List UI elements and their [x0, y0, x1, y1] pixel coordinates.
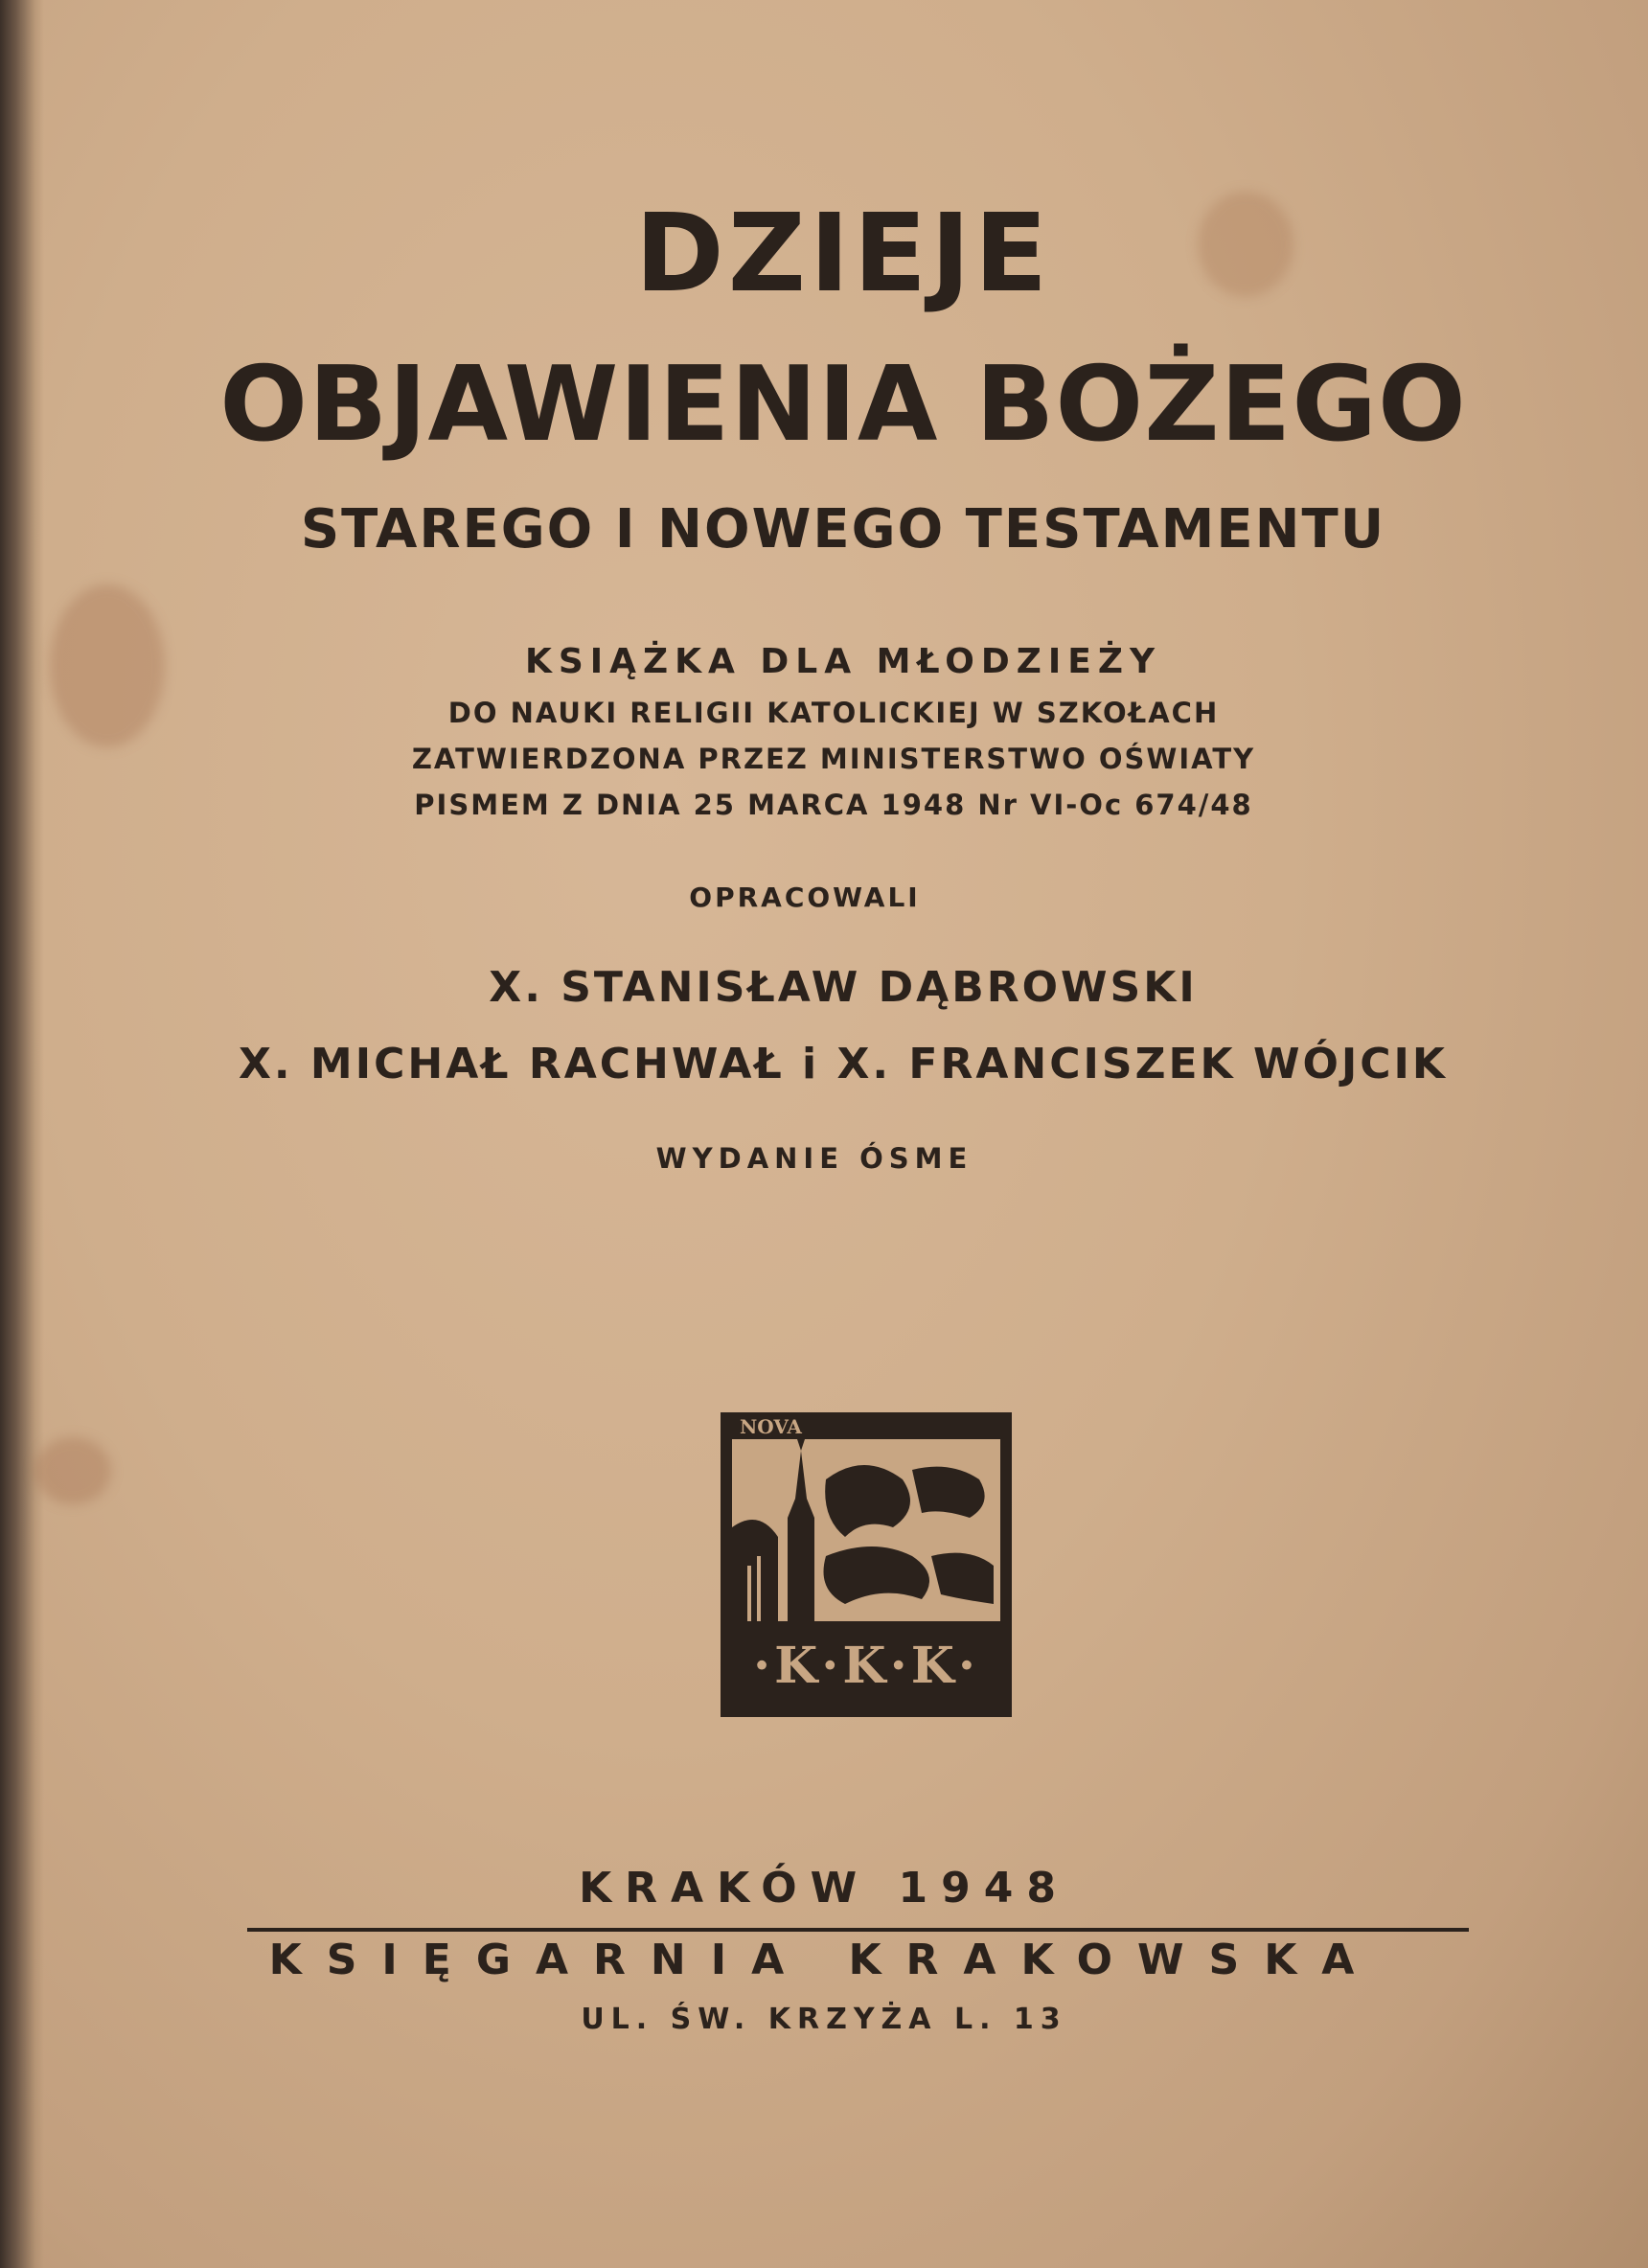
imprint-publisher: KSIĘGARNIA KRAKOWSKA: [268, 1936, 1380, 1984]
subtitle-line-3: ZATWIERDZONA PRZEZ MINISTERSTWO OŚWIATY: [411, 743, 1256, 775]
subtitle-line-4: PISMEM Z DNIA 25 MARCA 1948 Nr VI-Oc 674/48: [414, 789, 1253, 821]
subtitle-line-1: KSIĄŻKA DLA MŁODZIEŻY: [524, 642, 1162, 681]
publisher-logo: [721, 1412, 1012, 1717]
logo-top-text: NOVA: [740, 1415, 802, 1438]
spine-shadow: [0, 0, 44, 2268]
logo-bottom-text: ·K·K·K·: [753, 1637, 979, 1695]
subtitle-line-2: DO NAUKI RELIGII KATOLICKIEJ W SZKOŁACH: [447, 697, 1220, 729]
credits-label: OPRACOWALI: [689, 882, 921, 913]
edition-label: WYDANIE ÓSME: [655, 1142, 973, 1175]
authors-line-2: X. MICHAŁ RACHWAŁ i X. FRANCISZEK WÓJCIK: [238, 1040, 1449, 1088]
stain: [34, 1437, 111, 1504]
title-line-2: OBJAWIENIA BOŻEGO: [219, 345, 1467, 465]
imprint-address: UL. ŚW. KRZYŻA L. 13: [581, 2003, 1067, 2036]
imprint-place-year: KRAKÓW 1948: [579, 1864, 1069, 1913]
title-line-3: STAREGO I NOWEGO TESTAMENTU: [300, 498, 1386, 561]
imprint-divider: [247, 1928, 1469, 1932]
authors-line-1: X. STANISŁAW DĄBROWSKI: [489, 963, 1198, 1012]
title-line-1: DZIEJE: [634, 192, 1052, 316]
